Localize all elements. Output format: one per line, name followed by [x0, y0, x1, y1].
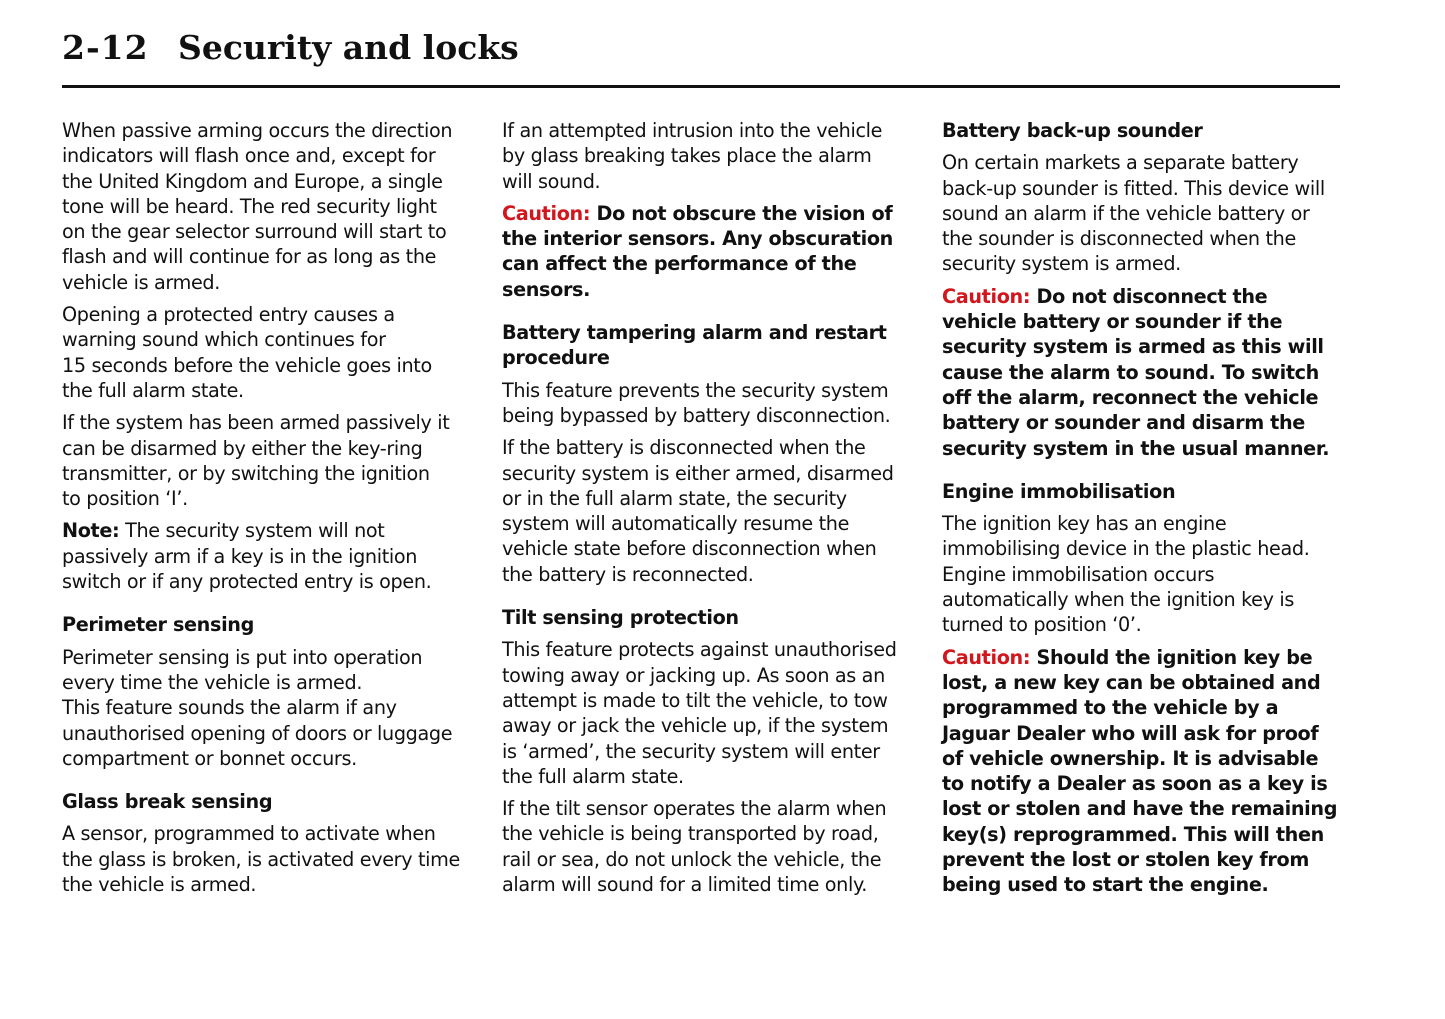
text-line: every time the vehicle is armed. [62, 670, 363, 694]
text-line: sensors. [502, 277, 591, 301]
text-line: Should the ignition key be [1030, 645, 1313, 669]
text-line: can be disarmed by either the key-ring [62, 436, 423, 460]
note-label: Note: [62, 519, 120, 543]
text-line: vehicle battery or sounder if the [942, 310, 1283, 334]
caution-interior-sensors [502, 201, 902, 302]
text-line: being bypassed by battery disconnection. [502, 403, 891, 427]
text-line: the vehicle is armed. [62, 873, 257, 897]
text-line: Jaguar Dealer who will ask for proof [942, 721, 1319, 745]
text-line: the interior sensors. Any obscuration [502, 227, 893, 251]
text-line: the sounder is disconnected when the [942, 227, 1296, 251]
text-line: security system in the usual manner. [942, 436, 1330, 460]
text-line: alarm will sound for a limited time only. [502, 873, 867, 897]
text-line: lost, a new key can be obtained and [942, 670, 1321, 694]
column-1 [62, 118, 462, 904]
heading-glass-break-sensing: Glass break sensing [62, 790, 273, 814]
text-line: If the tilt sensor operates the alarm when [502, 797, 887, 821]
text-line: the United Kingdom and Europe, a single [62, 169, 443, 193]
text-line: cause the alarm to sound. To switch [942, 360, 1319, 384]
text-line: vehicle is armed. [62, 270, 220, 294]
text-line: Perimeter sensing is put into operation [62, 645, 423, 669]
text-line: off the alarm, reconnect the vehicle [942, 385, 1319, 409]
text-line: If the battery is disconnected when the [502, 436, 866, 460]
paragraph-battery-disconnected [502, 435, 902, 587]
text-line: immobilising device in the plastic head. [942, 537, 1310, 561]
text-line: passively arm if a key is in the ignition [62, 544, 418, 568]
paragraph-disarm [62, 410, 462, 511]
text-line: or in the full alarm state, the security [502, 486, 847, 510]
text-line: lost or stolen and have the remaining [942, 797, 1338, 821]
text-line: Opening a protected entry causes a [62, 303, 395, 327]
text-line: attempt is made to tilt the vehicle, to tow [502, 688, 888, 712]
text-line: the battery is reconnected. [502, 562, 754, 586]
heading-battery-backup-sounder: Battery back-up sounder [942, 119, 1203, 142]
text-line: to position ‘I’. [62, 487, 188, 511]
heading-battery-tampering [502, 320, 902, 371]
text-line: prevent the lost or stolen key from [942, 848, 1310, 872]
text-line: If the system has been armed passively it [62, 411, 450, 435]
text-line: automatically when the ignition key is [942, 588, 1294, 612]
text-line: turned to position ‘0’. [942, 613, 1142, 637]
text-line: the full alarm state. [62, 378, 244, 402]
text-line: vehicle state before disconnection when [502, 537, 877, 561]
text-line: programmed to the vehicle by a [942, 696, 1279, 720]
paragraph-battery-bypass [502, 378, 902, 429]
paragraph-tilt-transport [502, 796, 902, 897]
text-line: will sound. [502, 169, 601, 193]
column-3 [942, 118, 1342, 905]
text-line: On certain markets a separate battery [942, 151, 1299, 175]
page-number: 2-12 [62, 28, 149, 67]
paragraph-tilt-protection [502, 637, 902, 789]
text-line: being used to start the engine. [942, 873, 1269, 897]
text-line: A sensor, programmed to activate when [62, 822, 436, 846]
text-line: warning sound which continues for [62, 328, 386, 352]
text-line: back-up sounder is fitted. This device will [942, 176, 1325, 200]
text-line: Do not disconnect the [1030, 284, 1268, 308]
text-line: security system is armed as this will [942, 335, 1324, 359]
note-block [62, 518, 462, 594]
text-line: of vehicle ownership. It is advisable [942, 746, 1319, 770]
paragraph-backup-sounder [942, 150, 1342, 276]
paragraph-perimeter [62, 645, 462, 771]
caution-disconnect-battery [942, 284, 1342, 461]
text-line: procedure [502, 346, 610, 370]
caution-lost-key [942, 645, 1342, 898]
header-rule [62, 85, 1340, 88]
text-line: away or jack the vehicle up, if the system [502, 714, 889, 738]
text-line: security system is either armed, disarmed [502, 461, 894, 485]
text-line: If an attempted intrusion into the vehicle [502, 119, 883, 142]
text-line: This feature prevents the security system [502, 378, 889, 402]
text-line: switch or if any protected entry is open. [62, 570, 432, 594]
text-line: The ignition key has an engine [942, 512, 1227, 536]
text-line: can affect the performance of the [502, 252, 857, 276]
text-line: the vehicle is being transported by road, [502, 822, 879, 846]
heading-tilt-sensing: Tilt sensing protection [502, 606, 739, 630]
caution-label: Caution: [502, 201, 591, 225]
text-line: sound an alarm if the vehicle battery or [942, 201, 1310, 225]
text-line: Do not obscure the vision of [590, 201, 893, 225]
text-line: 15 seconds before the vehicle goes into [62, 353, 432, 377]
paragraph-protected-entry [62, 302, 462, 403]
text-line: is ‘armed’, the security system will enter [502, 739, 880, 763]
text-line: unauthorised opening of doors or luggage [62, 721, 453, 745]
caution-label: Caution: [942, 284, 1031, 308]
paragraph-engine-immobilisation [942, 511, 1342, 637]
text-line: flash and will continue for as long as the [62, 245, 437, 269]
text-line: Battery tampering alarm and restart [502, 321, 887, 345]
text-line: key(s) reprogrammed. This will then [942, 822, 1324, 846]
text-line: security system is armed. [942, 252, 1181, 276]
text-line: the glass is broken, is activated every time [62, 847, 460, 871]
paragraph-passive-arming [62, 118, 462, 295]
text-line: This feature sounds the alarm if any [62, 696, 397, 720]
text-line: battery or sounder and disarm the [942, 411, 1305, 435]
caution-label: Caution: [942, 645, 1031, 669]
page-header [62, 28, 1340, 67]
text-line: This feature protects against unauthorised [502, 638, 897, 662]
text-line: When passive arming occurs the direction [62, 119, 453, 142]
paragraph-intrusion [502, 118, 902, 194]
text-line: towing away or jacking up. As soon as an [502, 663, 885, 687]
text-line: transmitter, or by switching the ignition [62, 461, 430, 485]
text-line: tone will be heard. The red security light [62, 194, 437, 218]
text-line: on the gear selector surround will start to [62, 220, 447, 244]
text-line: rail or sea, do not unlock the vehicle, the [502, 847, 882, 871]
page-title: Security and locks [178, 28, 519, 67]
text-line: system will automatically resume the [502, 512, 850, 536]
text-line: the full alarm state. [502, 764, 684, 788]
text-line: compartment or bonnet occurs. [62, 746, 357, 770]
text-line: The security system will not [119, 519, 385, 543]
text-line: to notify a Dealer as soon as a key is [942, 772, 1328, 796]
column-2 [502, 118, 902, 904]
heading-engine-immobilisation: Engine immobilisation [942, 479, 1176, 503]
heading-perimeter-sensing: Perimeter sensing [62, 613, 254, 637]
text-line: Engine immobilisation occurs [942, 562, 1215, 586]
text-line: by glass breaking takes place the alarm [502, 144, 872, 168]
text-line: indicators will flash once and, except for [62, 144, 436, 168]
paragraph-glass-break [62, 821, 462, 897]
